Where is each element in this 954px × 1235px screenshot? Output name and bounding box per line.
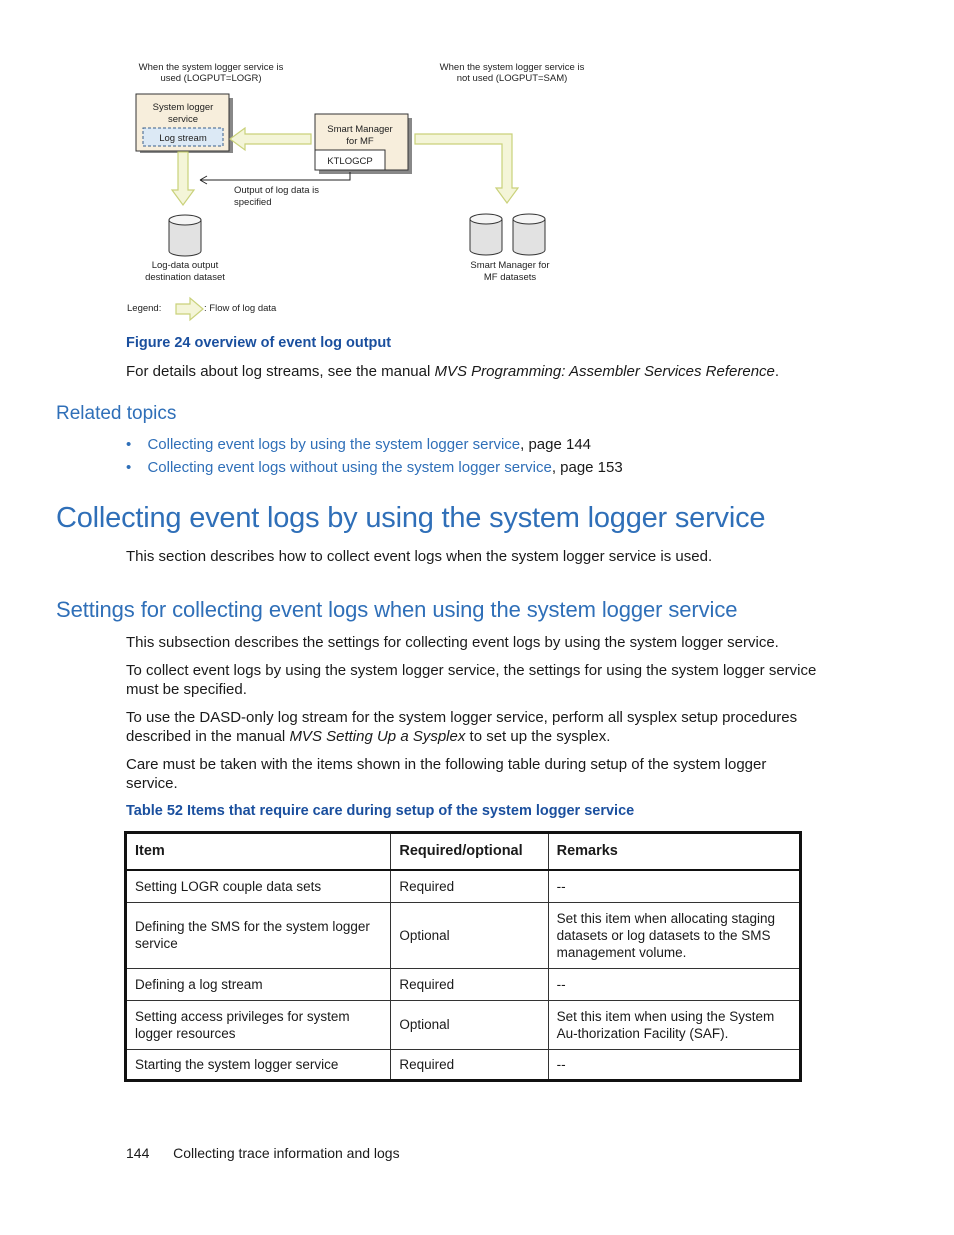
table-cell: Setting LOGR couple data sets (126, 870, 391, 902)
logr-label-line1: When the system logger service is (138, 62, 284, 73)
dataset-left-line2: destination dataset (145, 272, 225, 283)
logr-label-line2: used (LOGPUT=LOGR) (160, 73, 262, 84)
table-cell: Optional (391, 1000, 548, 1049)
table-cell: Required (391, 1049, 548, 1080)
subsection-title: Settings for collecting event logs when using the system logger service (56, 597, 738, 622)
related-topics-heading: Related topics (56, 403, 177, 424)
related-topic-item (126, 435, 591, 454)
dataset-right-line1: Smart Manager for (470, 260, 550, 271)
subsection-paragraph-1: This subsection describes the settings for collecting event logs by using the system logger service. (126, 634, 779, 651)
table-cell: Required (391, 870, 548, 902)
paragraph-line: To use the DASD-only log stream for the system logger service, perform all sysplex setup procedures (126, 709, 798, 726)
paragraph-text: to set up the sysplex. (465, 728, 611, 745)
smf-dataset-cylinder-icon (470, 214, 502, 255)
care-items-table (124, 831, 802, 1082)
system-logger-box (136, 94, 233, 153)
paragraph-text: described in the manual (126, 728, 290, 745)
paragraph-line: Care must be taken with the items shown in the following table during setup of the system logger (126, 756, 767, 773)
table-cell: Required (391, 968, 548, 1000)
table-row (126, 870, 801, 902)
table-cell: -- (548, 968, 800, 1000)
figure-caption: Figure 24 overview of event log output (126, 335, 392, 351)
sam-label-line1: When the system logger service is (439, 62, 585, 73)
related-item-suffix: , page 153 (551, 459, 623, 476)
ktlogcp-label: KTLOGCP (327, 156, 373, 167)
smf-box-line2: for MF (346, 136, 374, 147)
page-footer (126, 1145, 400, 1161)
subsection-paragraph-3 (126, 708, 797, 746)
table-row (126, 1049, 801, 1080)
table-caption: Table 52 Items that require care during setup of the system logger service (126, 803, 635, 819)
subsection-paragraph-4 (126, 755, 766, 793)
paragraph-line: service. (126, 775, 178, 792)
table-row (126, 902, 801, 968)
sam-label-line2: not used (LOGPUT=SAM) (456, 73, 568, 84)
flow-arrow-left (230, 128, 311, 150)
legend-label: Legend: (127, 303, 162, 314)
table-cell: Set this item when allocating staging datasets or log datasets to the SMS management volume. (548, 902, 800, 968)
paragraph-line (126, 727, 797, 746)
details-paragraph (126, 362, 779, 381)
details-manual-title: MVS Programming: Assembler Services Reference (434, 363, 775, 380)
bullet-icon: • (126, 459, 132, 476)
sysplex-manual-title: MVS Setting Up a Sysplex (289, 728, 466, 745)
column-header-remarks: Remarks (548, 833, 800, 871)
flow-arrow-right (415, 134, 518, 203)
subsection-paragraph-2 (126, 661, 816, 699)
related-link-without-logger[interactable]: Collecting event logs without using the system logger service (147, 459, 552, 476)
logger-box-line2: service (167, 114, 199, 125)
paragraph-line: must be specified. (126, 681, 247, 698)
legend-flow-arrow-icon (176, 298, 203, 320)
dataset-left-line1: Log-data output (151, 260, 219, 271)
event-log-output-diagram (0, 0, 954, 330)
page-number: 144 (126, 1145, 150, 1161)
log-dataset-cylinder-icon (169, 215, 201, 256)
column-header-item: Item (126, 833, 391, 871)
table-cell: -- (548, 1049, 800, 1080)
table-row (126, 968, 801, 1000)
section-title: Collecting event logs by using the system logger service (56, 502, 766, 534)
section-intro: This section describes how to collect event logs when the system logger service is used. (126, 548, 713, 565)
table-row (126, 1000, 801, 1049)
log-stream-label: Log stream (159, 133, 207, 144)
logger-box-line1: System logger (152, 102, 214, 113)
smart-manager-box (315, 114, 412, 174)
column-header-required: Required/optional (391, 833, 548, 871)
table-header-row (126, 833, 801, 871)
output-note-line2: specified (234, 197, 272, 208)
related-topic-item (126, 458, 623, 477)
flow-arrow-down-left (172, 152, 194, 205)
bullet-icon: • (126, 436, 132, 453)
table-cell: Starting the system logger service (126, 1049, 391, 1080)
chapter-title: Collecting trace information and logs (173, 1145, 400, 1161)
legend-flow-label: : Flow of log data (204, 303, 277, 314)
output-note-line1: Output of log data is (234, 185, 320, 196)
table-cell: -- (548, 870, 800, 902)
details-text-after: . (774, 363, 780, 380)
table-cell: Optional (391, 902, 548, 968)
dataset-right-line2: MF datasets (483, 272, 537, 283)
smf-dataset-cylinder-icon (513, 214, 545, 255)
smf-box-line1: Smart Manager (327, 124, 393, 135)
table-cell: Defining the SMS for the system logger service (126, 902, 391, 968)
table-cell: Set this item when using the System Au-thorization Facility (SAF). (548, 1000, 800, 1049)
related-link-by-logger[interactable]: Collecting event logs by using the system logger service (147, 436, 521, 453)
table-cell: Setting access privileges for system logger resources (126, 1000, 391, 1049)
related-item-suffix: , page 144 (520, 436, 592, 453)
table-cell: Defining a log stream (126, 968, 391, 1000)
paragraph-line: To collect event logs by using the system logger service, the settings for using the system logger service (126, 662, 817, 679)
details-text-before: For details about log streams, see the manual (126, 363, 435, 380)
